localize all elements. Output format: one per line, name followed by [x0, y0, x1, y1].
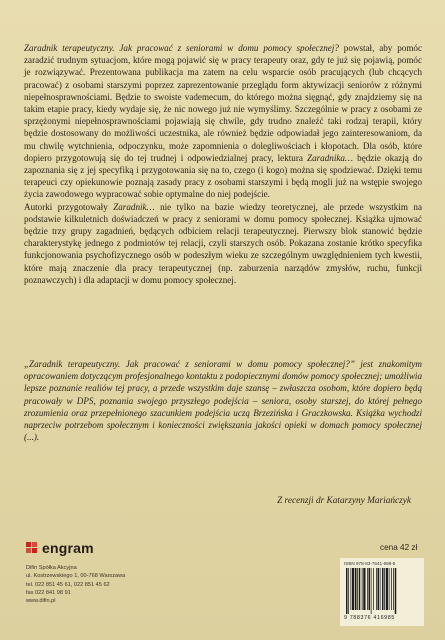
price-label: cena 42 zł	[380, 543, 418, 552]
review-quote: „Zaradnik terapeutyczny. Jak pracować z seniorami w domu pomocy społecznej?” jest znakomitym opracowaniem dotyczącym profesjonalnego kontaktu z podopiecznymi domów pomocy społecznej; umożliwia lepsze poznanie realiów tej pracy, a przede wszystkim daje szansę – zwłaszcza osobom, które dopiero będą pracowały w DPS, poznania swojego przyszłego podejścia – seniora, osoby starszej, do której pełnego zrozumienia oraz przepełnionego szacunkiem podejścia uczą Brzezińska i Graczkowska. Książka wychodzi naprzeciw potrzebom społecznym i konieczności zwiększania jakości opieki w domach pomocy społecznej (...).	[24, 359, 422, 443]
book-title-short-italic: Zaradnika…	[307, 152, 354, 163]
publisher-name: Difin Spółka Akcyjna	[26, 565, 77, 571]
publisher-logo	[26, 540, 94, 556]
book-title-italic: Zaradnik terapeutyczny. Jak pracować z seniorami w domu pomocy społecznej?	[24, 43, 339, 53]
publisher-tel: tel. 022 851 45 61, 022 851 45 62	[26, 581, 110, 588]
description-paragraph-1	[24, 42, 422, 201]
book-title-short-italic: Zaradnik…	[113, 201, 155, 212]
engram-logo-icon	[26, 542, 38, 554]
description-block	[24, 42, 422, 286]
isbn-text: ISBN 978-83-7641-698-5	[344, 561, 396, 566]
review-author: Z recenzji dr Katarzyny Mariańczyk	[277, 496, 411, 506]
description-text: nie tylko na bazie wiedzy teoretycznej, ale przede wszystkim na podstawie kilkuletnich doświadczeń w pracy z seniorami w domu pomocy społecznej. Książka ujmować będzie trzy grupy zagadnień, będących odbiciem relacji terapeutycznej. Pierwszy blok stanowić będzie charakterystykę jednego z podmiotów tej relacji, czyli starszych osób. Pokazana zostanie krótko specyfika funkcjonowania psychofizycznego osób w podeszłym wieku ze szczególnym uwzględnieniem tych kwestii, które mają znaczenie dla pracy terapeutycznej (np. zaburzenia narządów zmysłów, ruchu, funkcji poznawczych) i dla adaptacji w domu pomocy społecznej.	[24, 201, 422, 285]
barcode-digits: 9 788376 416985	[344, 615, 395, 621]
description-text: Autorki przygotowały	[24, 201, 114, 212]
publisher-info	[26, 564, 125, 605]
description-text: będzie okazją do zapoznania się z jej specyfiką i przygotowania się na to, czego (i kogo) można się spodziewać. Dzięki temu terapeuci czy opiekunowie poznają zasady pracy z osobami starszymi i będą mogli już na wstępie swojego życia zawodowego wypracować sobie optymalne do niej podejście.	[24, 152, 423, 200]
barcode-area	[340, 558, 424, 626]
description-paragraph-2	[24, 201, 422, 286]
publisher-logo-text: engram	[42, 540, 94, 556]
description-text: powstał, aby pomóc zaradzić trudnym sytuacjom, które mogą pojawić się w pracy terapeuty oraz, gdy te już się pojawią, pomóc je rozwiązywać. Prezentowana publikacja ma zatem na celu wsparcie osób pracujących (lub chcących pracować) z osobami starszymi poprzez zaprezentowanie przeglądu form aktywizacji seniorów z różnymi niepełnosprawnościami. Będzie to swoiste vademecum, do którego można sięgnąć, gdy znajdziemy się na takim etapie pracy, kiedy wydaje się, że nic nowego już nie wymyślimy. Szczególnie w pracy z osobami ze sprzężonymi niepełnosprawnościami pojawiają się chwile, gdy trudno znaleźć taki rodzaj terapii, który będzie dostosowany do możliwości uczestnika, ale również będzie odpowiadał jego zainteresowaniom, da mu chwilę wytchnienia, odpoczynku, może zapomnienia o dolegliwościach i kłopotach. Dla osób, które dopiero przygotowują się do tej trudnej i odpowiedzialnej pracy, lektura	[24, 43, 422, 163]
publisher-fax: fax 022 841 98 91	[26, 589, 71, 596]
publisher-website: www.difin.pl	[26, 598, 56, 605]
barcode-icon	[344, 568, 420, 614]
publisher-address: ul. Kostrzewskiego 1, 00-768 Warszawa	[26, 573, 126, 580]
